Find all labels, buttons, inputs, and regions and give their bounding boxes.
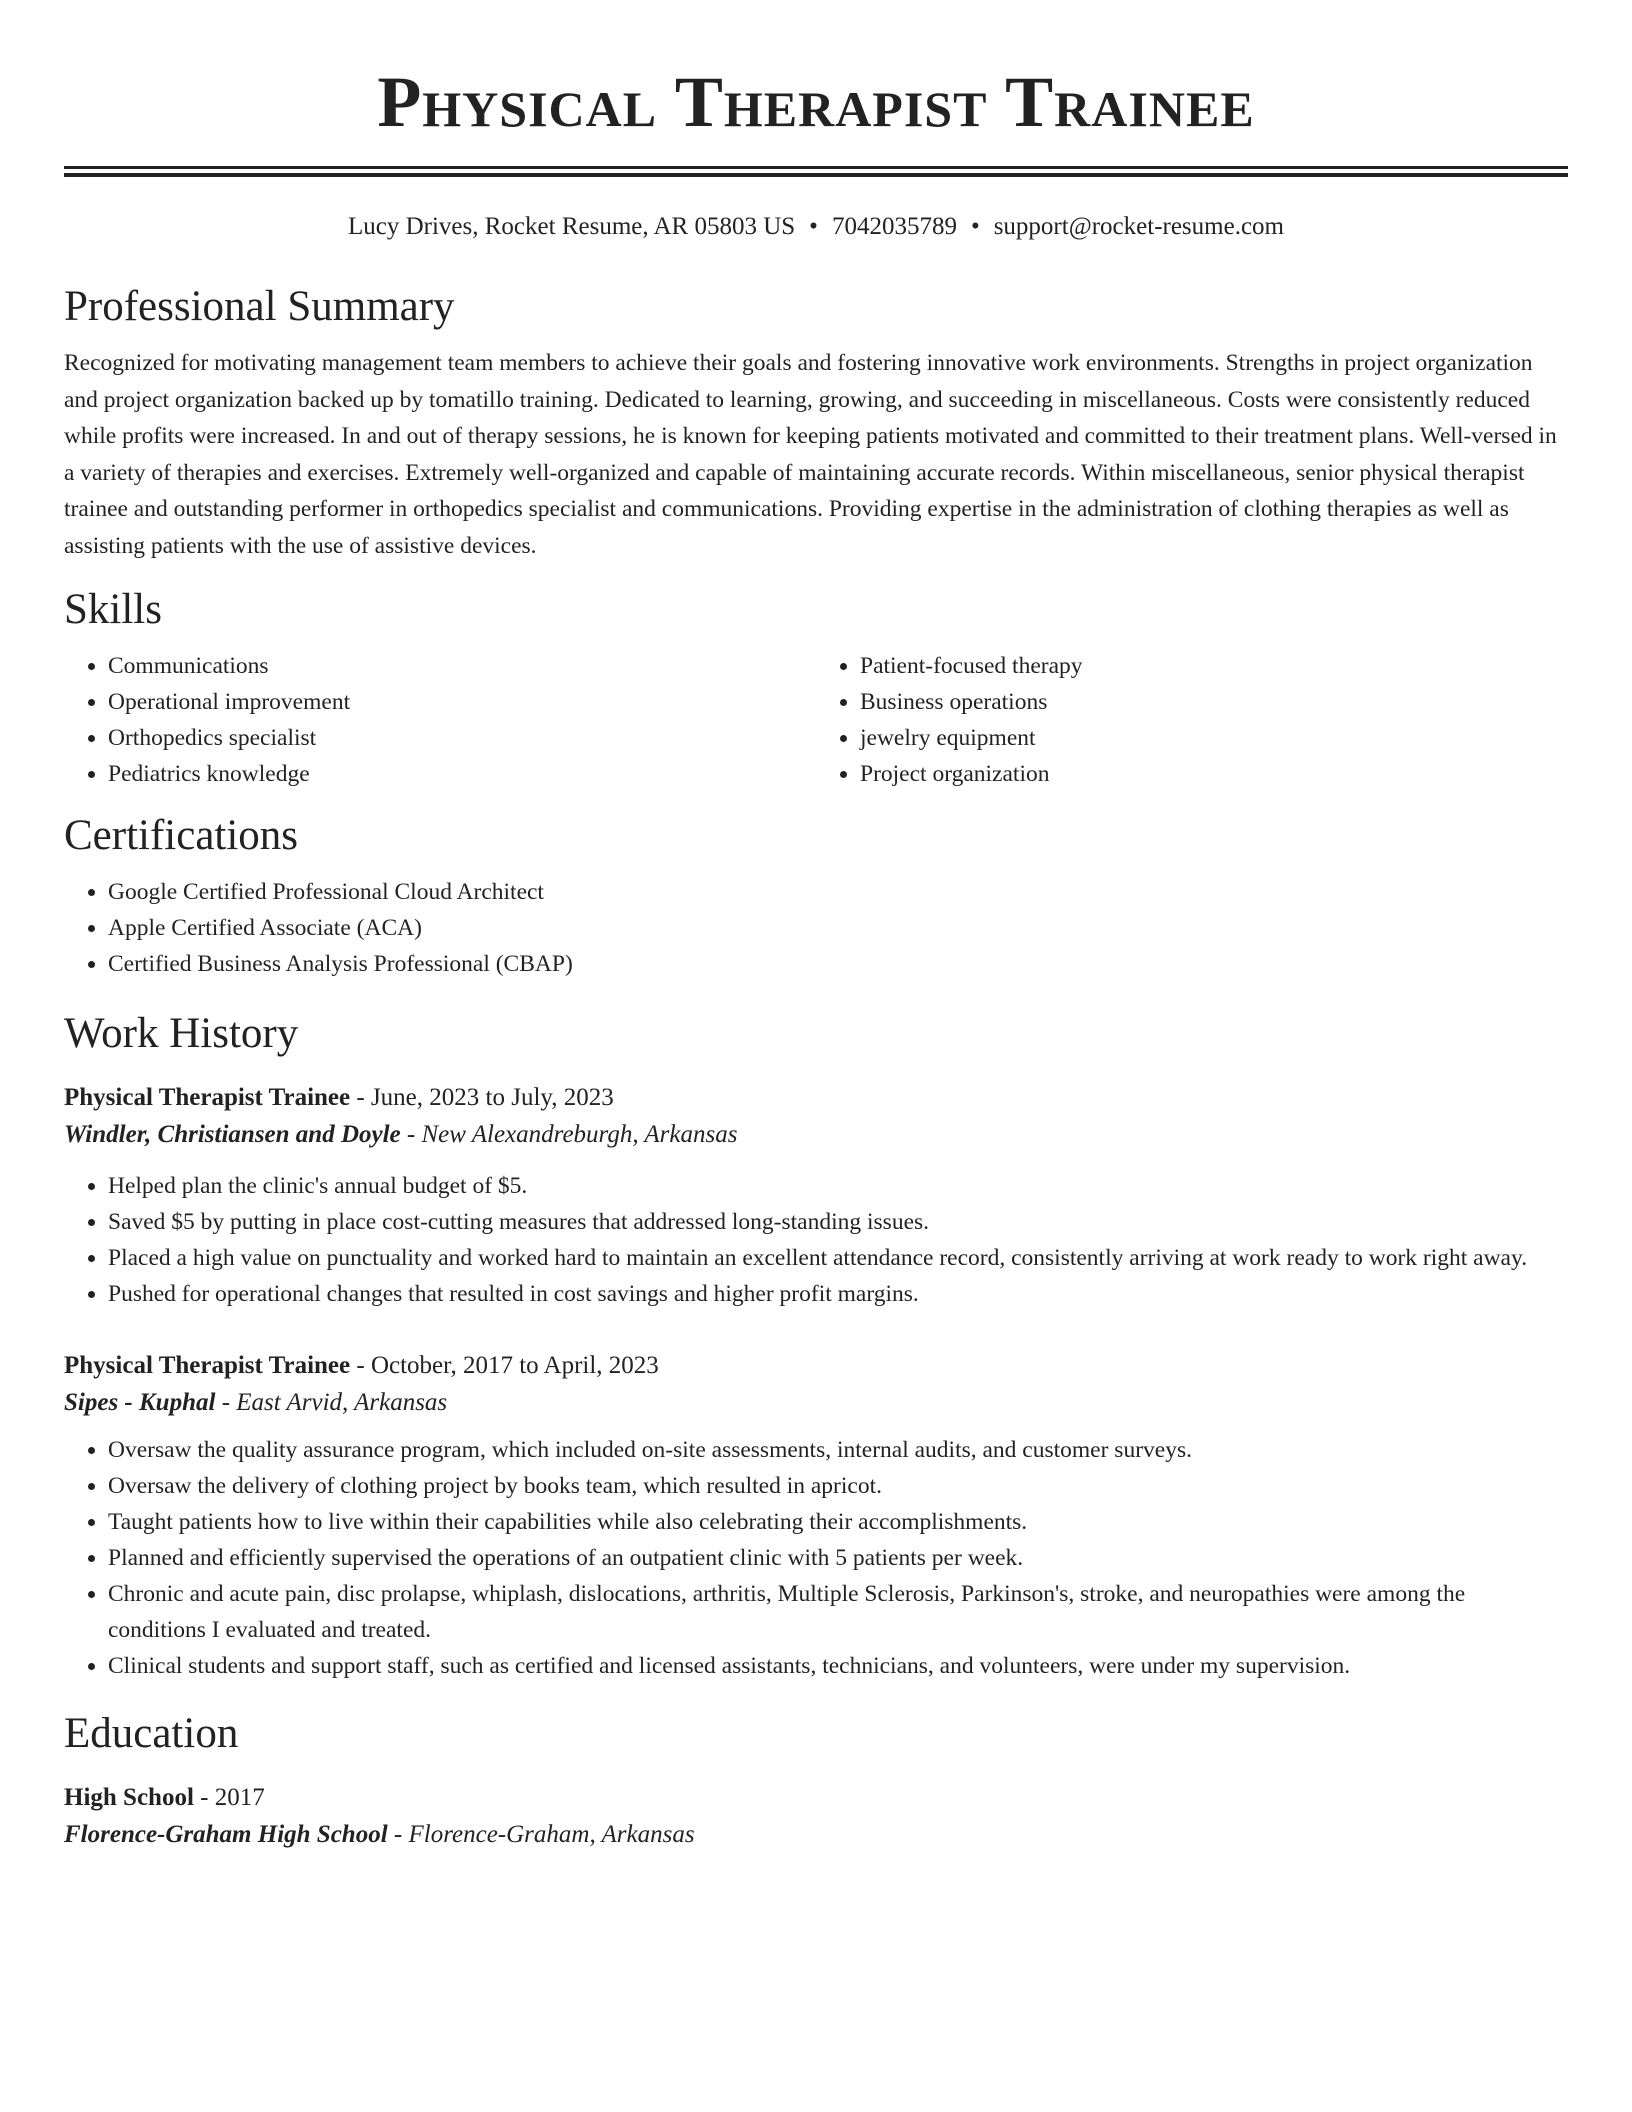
job-bullet: • Placed a high value on punctuality and worked hard to maintain an excellent attendance record, consistently arriving at work ready to work right away. (108, 1240, 1568, 1276)
contact-line (64, 211, 1568, 243)
contact-phone: 7042035789 (831, 213, 957, 240)
job-bullet: • Pushed for operational changes that resulted in cost savings and higher profit margins. (108, 1276, 1568, 1312)
job-bullet: • Clinical students and support staff, such as certified and licensed assistants, technicians, and volunteers, were under my supervision. (108, 1648, 1568, 1684)
resume-title: Physical Therapist Trainee (377, 62, 1255, 142)
skills-columns (64, 648, 1568, 792)
summary-text: Recognized for motivating management team members to achieve their goals and fostering innovative work environments. Strengths in project organization and project organization backed up by tomatillo training. Dedicated to learning, growing, and succeeding in miscellaneous. Costs were consistently reduced while profits were increased. In and out of therapy sessions, he is known for keeping patients motivated and committed to their treatment plans. Well-versed in a variety of therapies and exercises. Extremely well-organized and capable of maintaining accurate records. Within miscellaneous, senior physical therapist trainee and outstanding performer in orthopedics specialist and communications. Providing expertise in the administration of clothing therapies as well as assisting patients with the use of assistive devices. (64, 350, 1557, 559)
job-company: Sipes - Kuphal (64, 1389, 216, 1416)
job-bullet: • Taught patients how to live within their capabilities while also celebrating their accomplishments. (108, 1504, 1568, 1540)
job-dates: June, 2023 to July, 2023 (370, 1084, 614, 1111)
job-location: New Alexandreburgh, Arkansas (421, 1121, 738, 1148)
contact-email: support@rocket-resume.com (993, 213, 1284, 240)
certification-item: • Certified Business Analysis Professional (CBAP) (108, 946, 1568, 982)
job-role: Physical Therapist Trainee (64, 1352, 351, 1379)
skills-heading: Skills (64, 586, 162, 633)
job-company: Windler, Christiansen and Doyle (64, 1121, 401, 1148)
certifications-list (64, 874, 1568, 982)
skill-item: • Operational improvement (108, 684, 816, 720)
job-header: Physical Therapist Trainee - October, 2017 to April, 2023 (64, 1352, 659, 1379)
certifications-heading: Certifications (64, 812, 299, 859)
certification-item: • Apple Certified Associate (ACA) (108, 910, 1568, 946)
skills-right-list (816, 648, 1568, 792)
education-year: 2017 (214, 1784, 265, 1811)
skill-item: • jewelry equipment (860, 720, 1568, 756)
job-entry (64, 1080, 1568, 1312)
education-school-line: Florence-Graham High School - Florence-Graham, Arkansas (64, 1821, 695, 1848)
education-header: High School - 2017 (64, 1784, 265, 1811)
skill-item: • Communications (108, 648, 816, 684)
skills-left-list (64, 648, 816, 792)
education-school: Florence-Graham High School (64, 1821, 388, 1848)
job-role: Physical Therapist Trainee (64, 1084, 351, 1111)
job-bullet: • Oversaw the quality assurance program, which included on-site assessments, internal audits, and customer surveys. (108, 1432, 1568, 1468)
skill-item: • Project organization (860, 756, 1568, 792)
job-header: Physical Therapist Trainee - June, 2023 to July, 2023 (64, 1084, 614, 1111)
job-dates: October, 2017 to April, 2023 (370, 1352, 659, 1379)
skill-item: • Business operations (860, 684, 1568, 720)
skill-item: • Pediatrics knowledge (108, 756, 816, 792)
skill-item: • Orthopedics specialist (108, 720, 816, 756)
education-location: Florence-Graham, Arkansas (408, 1821, 695, 1848)
contact-address: Lucy Drives, Rocket Resume, AR 05803 US (347, 213, 796, 240)
job-bullet: • Helped plan the clinic's annual budget of $5. (108, 1168, 1568, 1204)
job-employer: Sipes - Kuphal - East Arvid, Arkansas (64, 1389, 448, 1416)
skill-item: • Patient-focused therapy (860, 648, 1568, 684)
job-bullet: • Planned and efficiently supervised the operations of an outpatient clinic with 5 patients per week. (108, 1540, 1568, 1576)
contact-separator: • (809, 213, 818, 240)
job-bullet: • Oversaw the delivery of clothing project by books team, which resulted in apricot. (108, 1468, 1568, 1504)
job-bullet: • Chronic and acute pain, disc prolapse, whiplash, dislocations, arthritis, Multiple Sclerosis, Parkinson's, stroke, and neuropathies were among the conditions I evaluated and treated. (108, 1576, 1568, 1648)
job-location: East Arvid, Arkansas (236, 1389, 448, 1416)
job-bullets (64, 1432, 1568, 1684)
job-employer: Windler, Christiansen and Doyle - New Alexandreburgh, Arkansas (64, 1121, 738, 1148)
summary-heading: Professional Summary (64, 283, 455, 330)
job-bullet: • Saved $5 by putting in place cost-cutting measures that addressed long-standing issues. (108, 1204, 1568, 1240)
contact-separator: • (970, 213, 980, 240)
work-history-heading: Work History (64, 1010, 299, 1057)
job-entry (64, 1348, 1568, 1684)
education-degree: High School (64, 1784, 194, 1811)
title-divider (64, 166, 1568, 177)
education-heading: Education (64, 1710, 239, 1757)
education-entry (64, 1780, 1568, 1854)
certification-item: • Google Certified Professional Cloud Architect (108, 874, 1568, 910)
job-bullets (64, 1168, 1568, 1312)
